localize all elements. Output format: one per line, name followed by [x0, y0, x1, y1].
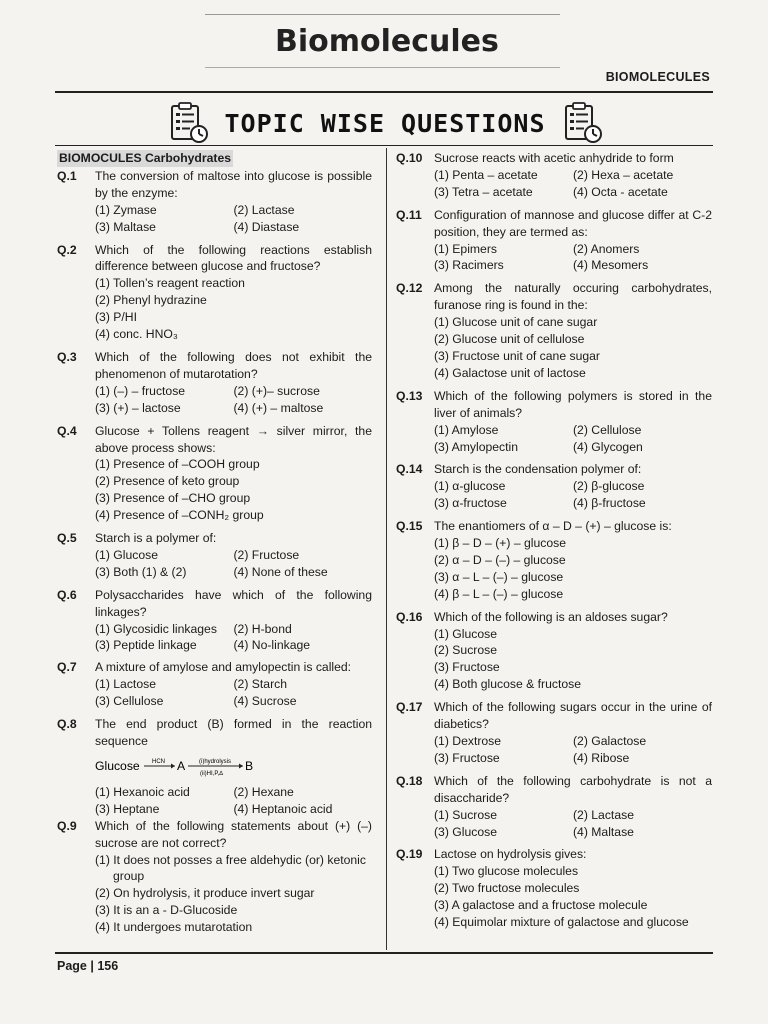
answer-option: (3) α-fructose: [434, 496, 507, 511]
banner-rule: [55, 145, 713, 146]
answer-option: (4) No-linkage: [233, 638, 311, 653]
answer-option: (4) β-fructose: [573, 496, 646, 511]
answer-option: (1) Tollen’s reagent reaction: [95, 276, 245, 291]
question-number: Q.7: [57, 660, 77, 675]
options-row: [434, 257, 712, 274]
options-row: [95, 202, 372, 219]
question-body: [95, 716, 372, 818]
answer-option: (1) Two glucose molecules: [434, 864, 579, 879]
left-column: [57, 150, 372, 936]
answer-option: (1) Zymase: [95, 202, 157, 217]
answer-option: (3) Fructose unit of cane sugar: [434, 348, 600, 363]
question-item: [57, 818, 372, 936]
question-item: [396, 388, 712, 456]
answer-option: (1) It does not posses a free aldehydic (or) ketonic group: [95, 852, 366, 884]
answer-option: (4) Mesomers: [573, 258, 649, 273]
question-item: [57, 587, 372, 655]
question-body: [95, 423, 372, 524]
question-number: Q.5: [57, 531, 77, 546]
question-stem: Which of the following sugars occur in the urine of diabetics?: [434, 700, 712, 732]
answer-option: (2) Two fructose molecules: [434, 881, 580, 896]
question-item: [57, 659, 372, 710]
answer-option: (4) Galactose unit of lactose: [434, 365, 586, 380]
question-stem: The enantiomers of α – D – (+) – glucose is:: [434, 519, 672, 534]
answer-option: (2) Sucrose: [434, 643, 497, 658]
options-row: [434, 241, 712, 258]
question-stem: Which of the following polymers is stored in the liver of animals?: [434, 388, 712, 420]
answer-option: (4) Maltase: [573, 824, 634, 839]
answer-option: (4) None of these: [233, 564, 328, 579]
answer-option: (4) Presence of –CONH₂ group: [95, 508, 264, 523]
answer-option: (2) Hexane: [233, 784, 294, 799]
answer-option: (3) Presence of –CHO group: [95, 491, 251, 506]
options-row: [95, 564, 372, 581]
question-item: [396, 846, 712, 931]
answer-option: (2) Starch: [233, 677, 288, 692]
answer-option: (1) Glucose unit of cane sugar: [434, 315, 598, 330]
reagent-label: (i)hydrolysis: [199, 758, 232, 765]
question-item: [396, 609, 712, 694]
page-title: Biomolecules: [275, 24, 499, 59]
answer-option: (4) Both glucose & fructose: [434, 677, 581, 692]
question-stem: Lactose on hydrolysis gives:: [434, 847, 587, 862]
question-item: [57, 423, 372, 524]
answer-option: (1) Sucrose: [434, 807, 497, 822]
answer-option: (3) Maltase: [95, 219, 156, 234]
answer-option: (4) Sucrose: [233, 694, 297, 709]
question-stem: Among the naturally occuring carbohydrates, furanose ring is found in the:: [434, 281, 712, 313]
question-body: [95, 530, 372, 581]
question-item: [57, 530, 372, 581]
options-row: [95, 547, 372, 564]
question-body: [434, 773, 712, 841]
footer-rule: [55, 952, 713, 954]
options-row: [434, 733, 712, 750]
question-body: [95, 587, 372, 655]
answer-option: (1) β – D – (+) – glucose: [434, 536, 566, 551]
answer-option: (3) α – L – (–) – glucose: [434, 569, 564, 584]
question-item: [396, 518, 712, 603]
answer-option: (3) Heptane: [95, 801, 160, 816]
answer-option: (1) Glucose: [95, 547, 158, 562]
question-number: Q.9: [57, 818, 77, 833]
question-body: [95, 349, 372, 417]
answer-option: (3) It is an a - D-Glucoside: [95, 903, 238, 918]
answer-option: (3) Cellulose: [95, 694, 164, 709]
options-row: [434, 807, 712, 824]
clipboard-checklist-icon: [560, 101, 604, 145]
answer-option: (1) Epimers: [434, 241, 497, 256]
options-row: [95, 400, 372, 417]
subject-label: BIOMOLECULES: [605, 70, 710, 84]
question-item: [57, 349, 372, 417]
question-stem: Starch is a polymer of:: [95, 531, 217, 546]
question-number: Q.14: [396, 462, 423, 477]
column-divider: [386, 148, 387, 950]
options-row: [434, 495, 712, 512]
question-number: Q.17: [396, 700, 423, 715]
answer-option: (2) Hexa – acetate: [573, 167, 674, 182]
answer-option: (2) β-glucose: [573, 479, 645, 494]
question-number: Q.13: [396, 388, 423, 403]
answer-option: (4) Diastase: [233, 219, 300, 234]
question-item: [396, 150, 712, 201]
answer-option: (1) Amylose: [434, 422, 499, 437]
question-number: Q.12: [396, 281, 423, 296]
answer-option: (2) α – D – (–) – glucose: [434, 552, 566, 567]
answer-option: (3) Glucose: [434, 824, 497, 839]
question-item: [396, 207, 712, 275]
answer-option: (4) (+) – maltose: [233, 400, 324, 415]
options-row: [95, 637, 372, 654]
answer-option: (1) Hexanoic acid: [95, 784, 190, 799]
question-body: [95, 818, 372, 936]
arrow-head: [239, 763, 243, 768]
question-body: [95, 659, 372, 710]
answer-option: (3) P/HI: [95, 310, 137, 325]
clipboard-checklist-icon: [166, 101, 210, 145]
question-number: Q.11: [396, 207, 422, 222]
page-number: Page | 156: [57, 959, 119, 973]
options-row: [434, 167, 712, 184]
options-row: [434, 824, 712, 841]
question-stem: Which of the following carbohydrate is not a disaccharide?: [434, 773, 712, 805]
arrow-head: [171, 763, 175, 768]
answer-option: (3) Fructose: [434, 660, 500, 675]
question-item: [396, 773, 712, 841]
question-stem: Glucose + Tollens reagent → silver mirror, the above process shows:: [95, 423, 372, 455]
answer-option: (1) Glucose: [434, 626, 497, 641]
question-number: Q.15: [396, 519, 423, 534]
question-item: [57, 168, 372, 236]
answer-option: (4) Equimolar mixture of galactose and glucose: [434, 915, 689, 930]
options-row: [95, 621, 372, 638]
reagent-label: HCN: [152, 758, 165, 765]
answer-option: (2) (+)– sucrose: [233, 383, 320, 398]
answer-option: (4) conc. HNO₃: [95, 327, 178, 342]
question-stem: Sucrose reacts with acetic anhydride to form: [434, 151, 674, 165]
question-number: Q.3: [57, 349, 77, 364]
question-body: [434, 699, 712, 767]
question-stem: Which of the following reactions establish difference between glucose and fructose?: [95, 242, 372, 274]
answer-option: (3) A galactose and a fructose molecule: [434, 898, 648, 913]
answer-option: (3) Tetra – acetate: [434, 184, 533, 199]
answer-option: (4) Glycogen: [573, 439, 643, 454]
question-item: [396, 699, 712, 767]
answer-option: (2) Anomers: [573, 241, 640, 256]
question-number: Q.6: [57, 587, 77, 602]
question-number: Q.1: [57, 168, 77, 183]
question-body: [434, 461, 712, 512]
question-body: [434, 609, 712, 694]
question-body: [434, 280, 712, 381]
answer-option: (4) β – L – (–) – glucose: [434, 586, 564, 601]
answer-option: (4) Ribose: [573, 750, 630, 765]
reagent-label: (ii)HI,P,∆: [200, 770, 223, 777]
right-column: [396, 150, 712, 931]
answer-option: (4) It undergoes mutarotation: [95, 920, 253, 935]
question-number: Q.10: [396, 151, 423, 165]
options-row: [434, 439, 712, 456]
question-item: [396, 280, 712, 381]
answer-option: (2) Presence of keto group: [95, 474, 240, 489]
topic-banner: [150, 100, 620, 146]
options-row: [95, 801, 372, 818]
answer-option: (1) Presence of –COOH group: [95, 457, 260, 472]
question-body: [434, 150, 712, 201]
answer-option: (2) Fructose: [233, 547, 300, 562]
options-row: [95, 784, 372, 801]
header-rule: [55, 91, 713, 93]
answer-option: (3) Peptide linkage: [95, 638, 197, 653]
answer-option: (1) α-glucose: [434, 479, 506, 494]
answer-option: (3) Amylopectin: [434, 439, 518, 454]
reactant-label: Glucose: [95, 758, 140, 773]
question-item: [57, 716, 372, 818]
question-body: [95, 242, 372, 343]
question-stem: Polysaccharides have which of the following linkages?: [95, 587, 372, 619]
question-body: [95, 168, 372, 236]
answer-option: (2) Cellulose: [573, 422, 642, 437]
answer-option: (2) On hydrolysis, it produce invert sugar: [95, 886, 315, 901]
question-number: Q.8: [57, 717, 77, 732]
options-row: [434, 422, 712, 439]
answer-option: (3) (+) – lactose: [95, 400, 181, 415]
product-label: B: [245, 758, 254, 773]
question-stem: A mixture of amylose and amylopectin is called:: [95, 660, 352, 675]
reaction-diagram: [95, 754, 295, 780]
question-stem: Which of the following is an aldoses sugar?: [434, 609, 668, 624]
answer-option: (1) Dextrose: [434, 734, 502, 748]
answer-option: (4) Octa - acetate: [573, 184, 668, 199]
question-number: Q.16: [396, 609, 423, 624]
answer-option: (2) Lactase: [233, 202, 295, 217]
options-row: [434, 478, 712, 495]
answer-option: (3) Racimers: [434, 258, 504, 273]
answer-option: (1) (–) – fructose: [95, 383, 186, 398]
question-body: [434, 207, 712, 275]
answer-option: (1) Penta – acetate: [434, 167, 538, 182]
banner-title: TOPIC WISE QUESTIONS: [224, 108, 546, 138]
answer-option: (2) Glucose unit of cellulose: [434, 332, 585, 347]
question-stem: The end product (B) formed in the reaction sequence: [95, 717, 372, 748]
options-row: [95, 219, 372, 236]
question-number: Q.19: [396, 847, 423, 862]
options-row: [434, 750, 712, 767]
question-item: [396, 461, 712, 512]
answer-option: (1) Glycosidic linkages: [95, 621, 217, 636]
question-stem: The conversion of maltose into glucose is possible by the enzyme:: [95, 168, 372, 200]
question-body: [434, 518, 712, 603]
options-row: [434, 184, 712, 201]
options-row: [95, 383, 372, 400]
section-heading: BIOMOCULES Carbohydrates: [59, 151, 232, 165]
question-stem: Which of the following statements about (+) (–) sucrose are not correct?: [95, 818, 372, 850]
question-stem: Configuration of mannose and glucose differ at C-2 position, they are termed as:: [434, 207, 712, 239]
answer-option: (3) Both (1) & (2): [95, 564, 187, 579]
answer-option: (2) Lactase: [573, 807, 634, 822]
question-stem: Starch is the condensation polymer of:: [434, 462, 642, 477]
answer-option: (2) Phenyl hydrazine: [95, 293, 207, 308]
answer-option: (3) Fructose: [434, 750, 500, 765]
question-item: [57, 242, 372, 343]
answer-option: (1) Lactose: [95, 677, 156, 692]
question-body: [434, 388, 712, 456]
question-number: Q.2: [57, 242, 77, 257]
question-number: Q.4: [57, 423, 77, 438]
question-body: [434, 846, 712, 931]
options-row: [95, 693, 372, 710]
options-row: [95, 676, 372, 693]
intermediate-label: A: [177, 758, 186, 773]
reaction-scheme: [95, 754, 372, 780]
answer-option: (4) Heptanoic acid: [233, 801, 333, 816]
question-number: Q.18: [396, 773, 423, 788]
answer-option: (2) Galactose: [573, 734, 647, 748]
question-stem: Which of the following does not exhibit the phenomenon of mutarotation?: [95, 349, 372, 381]
answer-option: (2) H-bond: [233, 621, 292, 636]
